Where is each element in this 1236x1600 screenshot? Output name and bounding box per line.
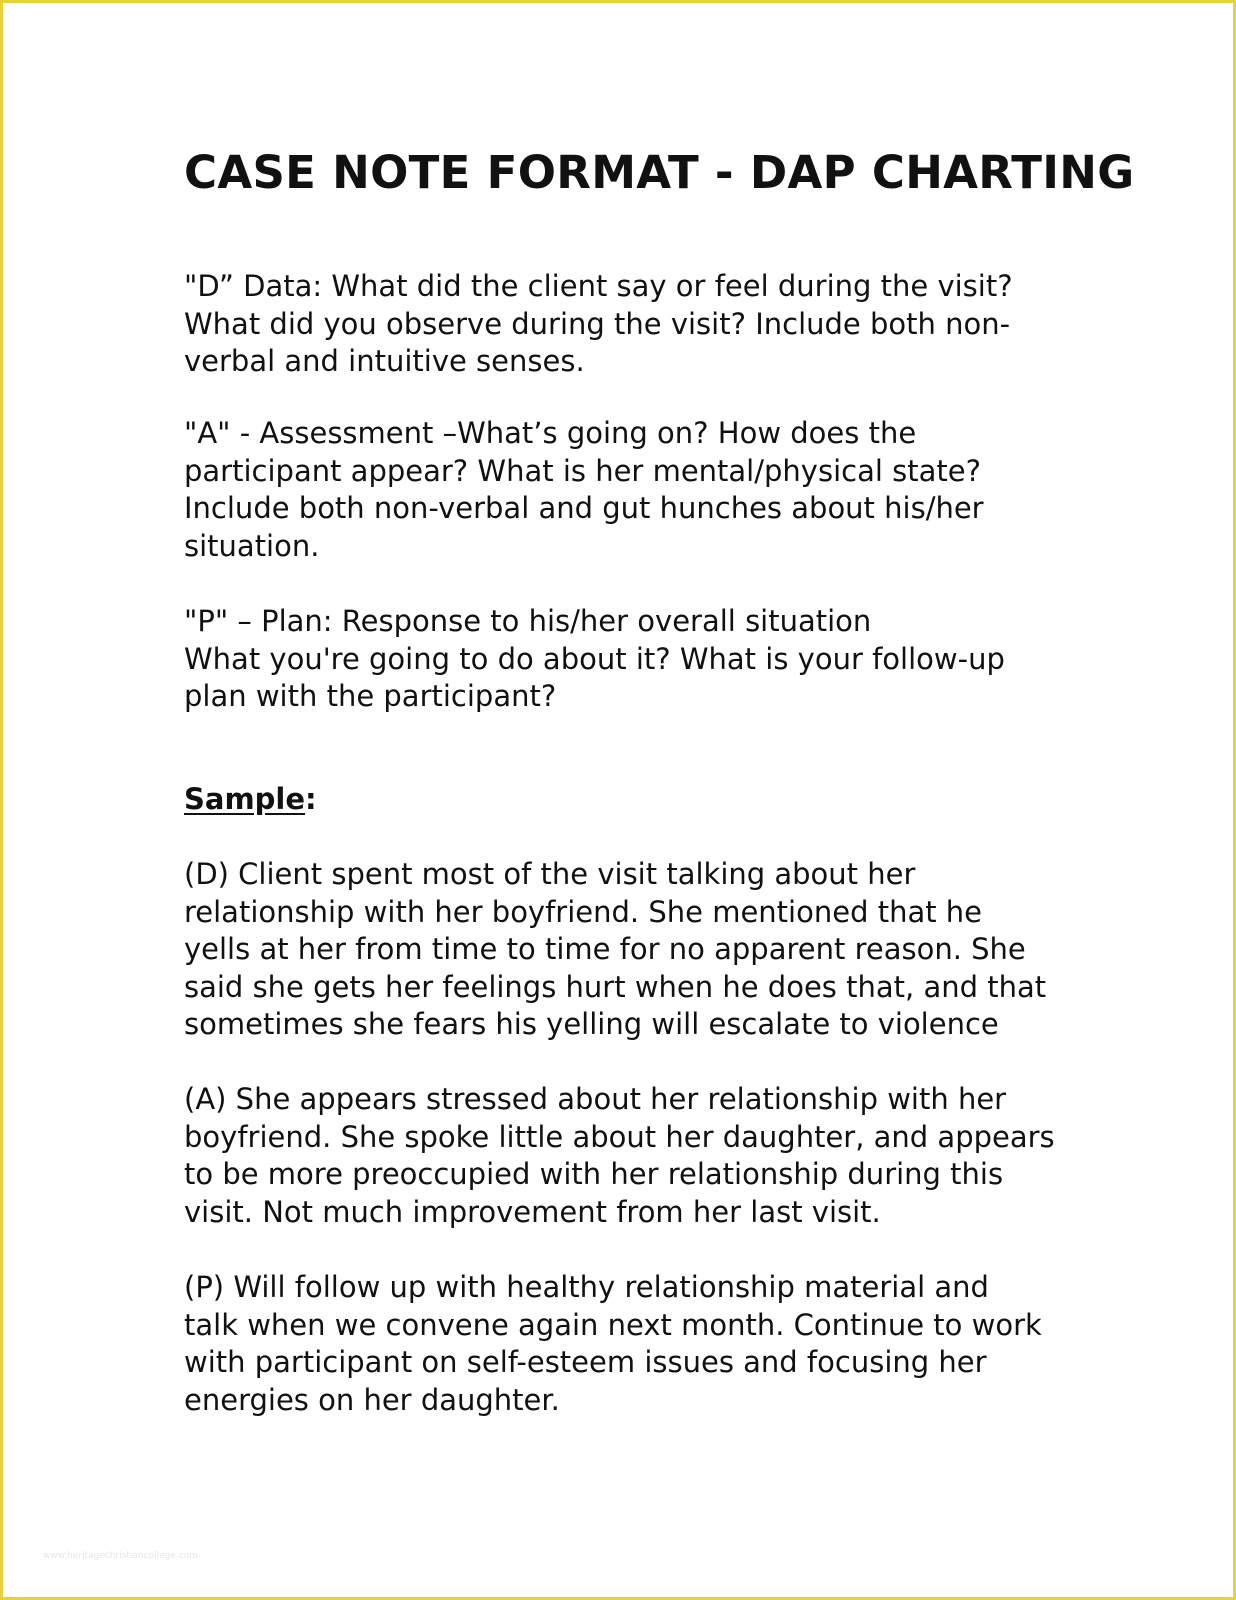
sample-a-paragraph [184,1081,1055,1231]
sample-d-line: said she gets her feelings hurt when he does that, and that [184,969,1047,1004]
sample-a-line: boyfriend. She spoke little about her daughter, and appears [184,1119,1055,1154]
sample-a-line: to be more preoccupied with her relationship during this [184,1157,1004,1191]
watermark-text: www.heritagechristiancollege.com [43,1551,198,1561]
assessment-section [184,415,984,565]
data-line: "D” Data: What did the client say or feel during the visit? [184,269,1013,303]
sample-p-line: with participant on self-esteem issues and focusing her [184,1345,987,1379]
assessment-line: participant appear? What is her mental/physical state? [184,453,981,488]
sample-d-paragraph [184,856,1046,1044]
sample-heading-colon: : [305,782,317,816]
sample-p-paragraph [184,1269,1042,1419]
sample-heading-text: Sample [184,782,306,816]
sample-a-line: (A) She appears stressed about her relationship with her [184,1082,1007,1116]
plan-line: "P" – Plan: Response to his/her overall situation [184,604,872,638]
sample-d-line: relationship with her boyfriend. She mentioned that he [184,894,983,929]
assessment-line: Include both non-verbal and gut hunches about his/her [184,491,984,525]
sample-heading [184,779,317,819]
data-line: verbal and intuitive senses. [184,344,585,378]
plan-line: What you're going to do about it? What is your follow-up [184,641,1005,676]
sample-p-line: (P) Will follow up with healthy relationship material and [184,1270,989,1304]
sample-p-line: energies on her daughter. [184,1382,560,1417]
page-title: CASE NOTE FORMAT - DAP CHARTING [184,146,1135,199]
assessment-line: "A" - Assessment –What’s going on? How does the [184,416,917,450]
sample-d-line: (D) Client spent most of the visit talking about her [184,857,916,891]
sample-d-line: sometimes she fears his yelling will escalate to violence [184,1007,999,1041]
assessment-line: situation. [184,528,320,563]
sample-d-line: yells at her from time to time for no apparent reason. She [184,932,1026,966]
sample-p-line: talk when we convene again next month. Continue to work [184,1307,1042,1342]
data-line: What did you observe during the visit? Include both non- [184,306,1011,341]
plan-section [184,603,1005,716]
plan-line: plan with the participant? [184,679,557,713]
data-section [184,268,1013,381]
sample-a-line: visit. Not much improvement from her last visit. [184,1194,881,1229]
